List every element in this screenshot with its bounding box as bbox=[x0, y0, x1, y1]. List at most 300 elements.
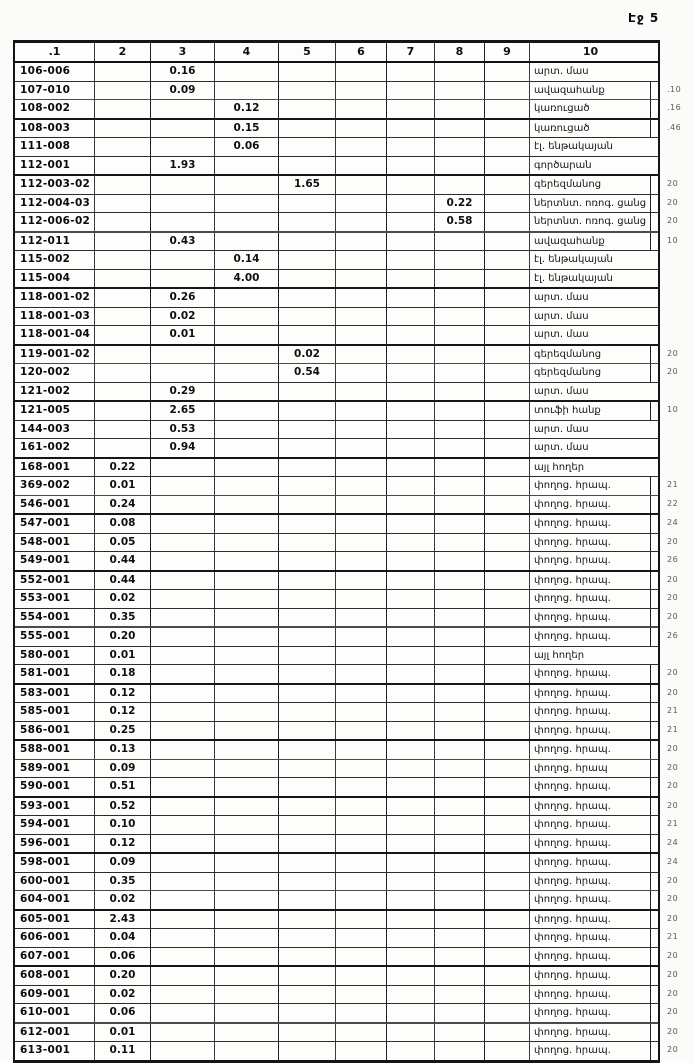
cell-area-value bbox=[279, 665, 336, 683]
table-row bbox=[15, 496, 679, 516]
cell-area-value bbox=[279, 138, 336, 156]
cell-area-value bbox=[151, 778, 215, 796]
cell-area-value: 0.44 bbox=[95, 572, 151, 590]
handwritten-margin-mark: 20 bbox=[667, 781, 679, 790]
cell-landuse-label: էլ. ենթակայան bbox=[534, 141, 613, 152]
cell-area-value bbox=[215, 647, 279, 665]
table-row bbox=[15, 628, 679, 647]
cell-area-value bbox=[485, 195, 530, 213]
cell-area-value bbox=[485, 1024, 530, 1042]
handwritten-margin-mark: 20 bbox=[667, 875, 679, 885]
cell-area-value bbox=[279, 477, 336, 495]
handwritten-margin-mark: 26 bbox=[667, 555, 679, 564]
table-row bbox=[15, 176, 679, 195]
cell-area-value bbox=[485, 685, 530, 703]
cell-area-value bbox=[387, 552, 435, 570]
cell-area-value bbox=[215, 496, 279, 514]
cell-area-value bbox=[95, 251, 151, 269]
cell-area-value bbox=[387, 647, 435, 665]
cell-area-value bbox=[435, 326, 485, 344]
cell-area-value bbox=[485, 854, 530, 872]
cell-area-value bbox=[387, 326, 435, 344]
table-row bbox=[15, 572, 679, 591]
cell-area-value bbox=[151, 929, 215, 947]
column-header-1: .1 bbox=[15, 43, 95, 61]
cell-area-value bbox=[387, 233, 435, 251]
handwritten-margin-mark: 20 bbox=[667, 593, 679, 602]
cell-area-value bbox=[485, 383, 530, 401]
cell-area-value bbox=[387, 459, 435, 477]
table-row bbox=[15, 911, 679, 930]
cell-area-value bbox=[215, 326, 279, 344]
cell-area-value bbox=[279, 534, 336, 552]
cell-area-value bbox=[336, 948, 387, 966]
cell-area-value bbox=[485, 326, 530, 344]
cell-landuse-label: փողոց. հրապ. bbox=[530, 854, 651, 872]
cell-area-value bbox=[279, 647, 336, 665]
cell-parcel-code: 608-001 bbox=[15, 967, 95, 985]
cell-area-value: 0.02 bbox=[151, 308, 215, 326]
cell-area-value: 0.11 bbox=[95, 1042, 151, 1060]
cell-area-value: 0.08 bbox=[95, 515, 151, 533]
page-number: Էջ 5 bbox=[628, 11, 660, 25]
land-registry-table bbox=[13, 40, 682, 1063]
cell-area-value bbox=[485, 82, 530, 100]
cell-area-value bbox=[387, 835, 435, 853]
cell-area-value bbox=[435, 929, 485, 947]
cell-landuse-label: փողոց. հրապ. bbox=[530, 590, 651, 608]
cell-area-value: 0.09 bbox=[95, 760, 151, 778]
cell-area-value bbox=[387, 421, 435, 439]
cell-area-value bbox=[485, 364, 530, 382]
cell-area-value bbox=[435, 1042, 485, 1060]
cell-area-value bbox=[485, 289, 530, 307]
cell-parcel-code: 580-001 bbox=[15, 647, 95, 665]
cell-area-value bbox=[95, 82, 151, 100]
cell-area-value: 0.06 bbox=[95, 1004, 151, 1022]
cell-area-value bbox=[151, 967, 215, 985]
cell-landuse-label: ավազահանք bbox=[530, 233, 651, 251]
cell-area-value: 0.44 bbox=[95, 552, 151, 570]
cell-area-value bbox=[151, 552, 215, 570]
cell-area-value: 0.02 bbox=[95, 590, 151, 608]
cell-area-value: 0.09 bbox=[95, 854, 151, 872]
cell-area-value bbox=[279, 628, 336, 646]
cell-area-value bbox=[279, 911, 336, 929]
cell-parcel-code: 555-001 bbox=[15, 628, 95, 646]
cell-landuse-label: փողոց. հրապ. bbox=[530, 477, 651, 495]
cell-area-value bbox=[151, 138, 215, 156]
cell-area-value bbox=[387, 138, 435, 156]
cell-area-value bbox=[336, 421, 387, 439]
cell-area-value: 0.02 bbox=[95, 986, 151, 1004]
cell-area-value bbox=[387, 100, 435, 118]
cell-parcel-code: 586-001 bbox=[15, 722, 95, 740]
cell-area-value bbox=[485, 157, 530, 175]
cell-area-value bbox=[279, 233, 336, 251]
cell-area-value bbox=[336, 515, 387, 533]
cell-area-value: 0.58 bbox=[435, 213, 485, 231]
cell-area-value bbox=[151, 496, 215, 514]
cell-area-value bbox=[95, 289, 151, 307]
cell-area-value bbox=[151, 477, 215, 495]
cell-parcel-code: 121-005 bbox=[15, 402, 95, 420]
cell-landuse-label: կառուցած bbox=[530, 120, 651, 138]
cell-area-value bbox=[215, 439, 279, 457]
cell-area-value bbox=[435, 233, 485, 251]
cell-parcel-code: 609-001 bbox=[15, 986, 95, 1004]
cell-area-value bbox=[387, 402, 435, 420]
table-header-row bbox=[15, 43, 658, 63]
cell-area-value bbox=[215, 703, 279, 721]
cell-area-value bbox=[336, 628, 387, 646]
cell-area-value bbox=[215, 685, 279, 703]
cell-parcel-code: 115-002 bbox=[15, 251, 95, 269]
cell-area-value bbox=[151, 703, 215, 721]
cell-area-value bbox=[435, 383, 485, 401]
cell-area-value bbox=[485, 722, 530, 740]
cell-area-value bbox=[279, 722, 336, 740]
cell-landuse-label: փողոց. հրապ. bbox=[530, 816, 651, 834]
cell-area-value bbox=[215, 289, 279, 307]
cell-area-value bbox=[279, 873, 336, 891]
handwritten-margin-mark: 20 bbox=[667, 574, 679, 584]
cell-area-value: 0.12 bbox=[95, 685, 151, 703]
cell-area-value bbox=[215, 948, 279, 966]
cell-area-value bbox=[435, 816, 485, 834]
cell-area-value bbox=[215, 82, 279, 100]
cell-area-value bbox=[215, 421, 279, 439]
cell-area-value: 0.26 bbox=[151, 289, 215, 307]
cell-parcel-code: 119-001-02 bbox=[15, 346, 95, 364]
cell-landuse-label: փողոց. հրապ. bbox=[530, 628, 651, 646]
cell-area-value: 0.10 bbox=[95, 816, 151, 834]
cell-area-value bbox=[151, 213, 215, 231]
cell-area-value bbox=[279, 402, 336, 420]
cell-area-value bbox=[215, 778, 279, 796]
cell-area-value bbox=[387, 346, 435, 364]
cell-parcel-code: 606-001 bbox=[15, 929, 95, 947]
cell-area-value bbox=[215, 873, 279, 891]
cell-area-value bbox=[435, 515, 485, 533]
cell-area-value bbox=[151, 120, 215, 138]
cell-area-value bbox=[485, 1042, 530, 1060]
cell-area-value bbox=[336, 911, 387, 929]
cell-area-value bbox=[279, 929, 336, 947]
cell-area-value: 0.02 bbox=[95, 891, 151, 909]
cell-area-value bbox=[435, 496, 485, 514]
cell-parcel-code: 115-004 bbox=[15, 270, 95, 288]
cell-parcel-code: 112-006-02 bbox=[15, 213, 95, 231]
cell-area-value bbox=[387, 854, 435, 872]
table-row bbox=[15, 816, 679, 835]
cell-area-value bbox=[336, 270, 387, 288]
cell-parcel-code: 612-001 bbox=[15, 1024, 95, 1042]
handwritten-margin-mark: 20 bbox=[667, 611, 679, 621]
cell-landuse-label: այլ հողեր bbox=[534, 461, 585, 473]
cell-area-value: 0.35 bbox=[95, 873, 151, 891]
cell-parcel-code: 554-001 bbox=[15, 609, 95, 627]
handwritten-margin-mark: 20 bbox=[667, 800, 679, 810]
table-row bbox=[15, 157, 658, 177]
cell-area-value bbox=[387, 63, 435, 81]
table-row bbox=[15, 609, 679, 629]
cell-parcel-code: 604-001 bbox=[15, 891, 95, 909]
cell-area-value bbox=[215, 346, 279, 364]
handwritten-margin-mark: 20 bbox=[667, 216, 679, 225]
cell-area-value bbox=[279, 891, 336, 909]
cell-area-value bbox=[336, 100, 387, 118]
handwritten-margin-mark: 20 bbox=[667, 348, 679, 358]
cell-parcel-code: 613-001 bbox=[15, 1042, 95, 1060]
cell-area-value: 0.20 bbox=[95, 967, 151, 985]
cell-landuse-label: փողոց. հրապ. bbox=[530, 835, 651, 853]
cell-area-value bbox=[485, 439, 530, 457]
cell-area-value bbox=[151, 100, 215, 118]
cell-area-value bbox=[151, 515, 215, 533]
table-row bbox=[15, 948, 679, 968]
cell-area-value bbox=[336, 213, 387, 231]
cell-parcel-code: 593-001 bbox=[15, 798, 95, 816]
cell-area-value bbox=[387, 1024, 435, 1042]
cell-area-value bbox=[336, 703, 387, 721]
cell-area-value bbox=[387, 1042, 435, 1060]
handwritten-margin-mark: 20 bbox=[667, 988, 679, 998]
cell-area-value bbox=[215, 986, 279, 1004]
handwritten-margin-mark: 21 bbox=[667, 706, 679, 715]
cell-landuse-label: փողոց. հրապ. bbox=[530, 572, 651, 590]
cell-area-value bbox=[485, 911, 530, 929]
cell-area-value bbox=[387, 364, 435, 382]
cell-area-value bbox=[279, 816, 336, 834]
cell-area-value bbox=[95, 63, 151, 81]
cell-landuse-label: փողոց. հրապ. bbox=[530, 986, 651, 1004]
cell-area-value bbox=[95, 233, 151, 251]
cell-parcel-code: 112-001 bbox=[15, 157, 95, 175]
cell-landuse-label: փողոց. հրապ bbox=[530, 760, 651, 778]
cell-area-value bbox=[435, 534, 485, 552]
cell-area-value: 0.05 bbox=[95, 534, 151, 552]
cell-area-value bbox=[215, 741, 279, 759]
cell-landuse-label: ներտնտ. ոռոգ. ցանց bbox=[530, 213, 651, 231]
table-row bbox=[15, 835, 679, 855]
cell-area-value bbox=[435, 459, 485, 477]
table-row bbox=[15, 722, 679, 742]
cell-area-value bbox=[215, 835, 279, 853]
cell-area-value bbox=[215, 402, 279, 420]
cell-area-value bbox=[151, 609, 215, 627]
cell-area-value bbox=[485, 402, 530, 420]
table-row bbox=[15, 1024, 679, 1043]
cell-area-value bbox=[151, 854, 215, 872]
cell-area-value bbox=[215, 176, 279, 194]
cell-parcel-code: 144-003 bbox=[15, 421, 95, 439]
cell-area-value bbox=[435, 986, 485, 1004]
cell-parcel-code: 590-001 bbox=[15, 778, 95, 796]
cell-area-value bbox=[387, 176, 435, 194]
handwritten-margin-mark: 24 bbox=[667, 837, 679, 847]
cell-area-value bbox=[435, 1004, 485, 1022]
cell-parcel-code: 548-001 bbox=[15, 534, 95, 552]
table-row bbox=[15, 402, 679, 421]
cell-area-value bbox=[215, 798, 279, 816]
cell-area-value bbox=[435, 835, 485, 853]
cell-area-value bbox=[279, 326, 336, 344]
cell-area-value bbox=[151, 647, 215, 665]
cell-area-value bbox=[485, 873, 530, 891]
cell-area-value bbox=[95, 176, 151, 194]
cell-area-value bbox=[95, 402, 151, 420]
cell-area-value bbox=[336, 138, 387, 156]
cell-area-value bbox=[151, 816, 215, 834]
cell-area-value bbox=[336, 873, 387, 891]
cell-parcel-code: 118-001-03 bbox=[15, 308, 95, 326]
cell-area-value: 2.43 bbox=[95, 911, 151, 929]
cell-area-value bbox=[485, 233, 530, 251]
cell-area-value bbox=[279, 854, 336, 872]
cell-area-value bbox=[151, 176, 215, 194]
cell-parcel-code: 552-001 bbox=[15, 572, 95, 590]
cell-area-value bbox=[151, 459, 215, 477]
cell-area-value bbox=[485, 590, 530, 608]
cell-landuse-label: փողոց. հրապ. bbox=[530, 496, 651, 514]
cell-area-value bbox=[485, 515, 530, 533]
cell-area-value bbox=[485, 816, 530, 834]
cell-area-value bbox=[95, 364, 151, 382]
cell-area-value bbox=[485, 891, 530, 909]
cell-area-value bbox=[151, 195, 215, 213]
cell-parcel-code: 118-001-02 bbox=[15, 289, 95, 307]
cell-parcel-code: 168-001 bbox=[15, 459, 95, 477]
cell-area-value: 4.00 bbox=[215, 270, 279, 288]
cell-area-value bbox=[435, 364, 485, 382]
cell-area-value bbox=[95, 270, 151, 288]
cell-area-value bbox=[387, 308, 435, 326]
cell-area-value bbox=[279, 515, 336, 533]
cell-area-value bbox=[336, 590, 387, 608]
cell-parcel-code: 598-001 bbox=[15, 854, 95, 872]
cell-area-value bbox=[279, 760, 336, 778]
cell-area-value bbox=[435, 722, 485, 740]
cell-parcel-code: 546-001 bbox=[15, 496, 95, 514]
cell-area-value bbox=[485, 1004, 530, 1022]
table-row bbox=[15, 1004, 679, 1024]
table-row bbox=[15, 289, 658, 308]
cell-area-value bbox=[336, 854, 387, 872]
cell-area-value bbox=[435, 741, 485, 759]
column-header-7: 7 bbox=[387, 43, 435, 61]
cell-area-value bbox=[485, 798, 530, 816]
cell-area-value bbox=[387, 798, 435, 816]
table-row bbox=[15, 891, 679, 911]
cell-area-value bbox=[485, 609, 530, 627]
cell-area-value bbox=[215, 233, 279, 251]
cell-area-value: 0.54 bbox=[279, 364, 336, 382]
cell-area-value bbox=[485, 100, 530, 118]
cell-area-value bbox=[387, 534, 435, 552]
cell-area-value bbox=[435, 270, 485, 288]
cell-area-value bbox=[485, 421, 530, 439]
cell-area-value bbox=[336, 326, 387, 344]
cell-area-value bbox=[387, 289, 435, 307]
cell-area-value bbox=[151, 251, 215, 269]
cell-area-value bbox=[336, 572, 387, 590]
cell-landuse-label: արտ. մաս bbox=[534, 442, 589, 453]
cell-area-value bbox=[151, 665, 215, 683]
cell-area-value bbox=[435, 703, 485, 721]
cell-area-value bbox=[435, 609, 485, 627]
cell-area-value bbox=[387, 703, 435, 721]
cell-parcel-code: 605-001 bbox=[15, 911, 95, 929]
table-row bbox=[15, 308, 658, 327]
cell-area-value bbox=[336, 778, 387, 796]
cell-landuse-label: գործարան bbox=[534, 159, 592, 171]
cell-landuse-label: փողոց. հրապ. bbox=[530, 665, 651, 683]
cell-area-value bbox=[279, 120, 336, 138]
cell-area-value bbox=[151, 628, 215, 646]
cell-area-value bbox=[95, 120, 151, 138]
cell-area-value bbox=[387, 609, 435, 627]
cell-area-value bbox=[215, 722, 279, 740]
cell-parcel-code: 120-002 bbox=[15, 364, 95, 382]
cell-landuse-label: փողոց. հրապ. bbox=[530, 778, 651, 796]
cell-area-value bbox=[151, 1004, 215, 1022]
cell-area-value bbox=[485, 778, 530, 796]
cell-area-value bbox=[279, 496, 336, 514]
cell-area-value bbox=[215, 213, 279, 231]
cell-landuse-label: փողոց. հրապ. bbox=[530, 741, 651, 759]
cell-area-value bbox=[336, 364, 387, 382]
table-row bbox=[15, 233, 679, 252]
cell-area-value bbox=[279, 552, 336, 570]
handwritten-margin-mark: 21 bbox=[667, 932, 679, 941]
cell-area-value bbox=[95, 326, 151, 344]
cell-landuse-label: արտ. մաս bbox=[534, 66, 589, 77]
cell-area-value bbox=[151, 1024, 215, 1042]
cell-parcel-code: 112-004-03 bbox=[15, 195, 95, 213]
cell-area-value bbox=[387, 741, 435, 759]
table-row bbox=[15, 647, 658, 666]
cell-area-value: 0.09 bbox=[151, 82, 215, 100]
cell-area-value bbox=[435, 308, 485, 326]
table-body bbox=[15, 63, 682, 1060]
cell-area-value: 0.43 bbox=[151, 233, 215, 251]
cell-area-value bbox=[435, 647, 485, 665]
cell-area-value bbox=[485, 760, 530, 778]
cell-area-value: 1.93 bbox=[151, 157, 215, 175]
cell-area-value bbox=[279, 1004, 336, 1022]
cell-area-value bbox=[151, 911, 215, 929]
cell-area-value bbox=[151, 364, 215, 382]
cell-area-value bbox=[151, 760, 215, 778]
cell-area-value bbox=[387, 948, 435, 966]
cell-area-value bbox=[485, 552, 530, 570]
cell-area-value bbox=[279, 459, 336, 477]
cell-landuse-label: փողոց. հրապ. bbox=[530, 552, 651, 570]
cell-area-value bbox=[336, 798, 387, 816]
cell-area-value bbox=[435, 421, 485, 439]
cell-area-value bbox=[435, 967, 485, 985]
cell-area-value bbox=[435, 439, 485, 457]
cell-area-value bbox=[387, 760, 435, 778]
cell-area-value bbox=[215, 515, 279, 533]
cell-area-value bbox=[435, 100, 485, 118]
column-header-2: 2 bbox=[95, 43, 151, 61]
cell-area-value bbox=[336, 251, 387, 269]
cell-area-value bbox=[151, 1042, 215, 1060]
cell-area-value bbox=[485, 346, 530, 364]
cell-area-value bbox=[279, 157, 336, 175]
